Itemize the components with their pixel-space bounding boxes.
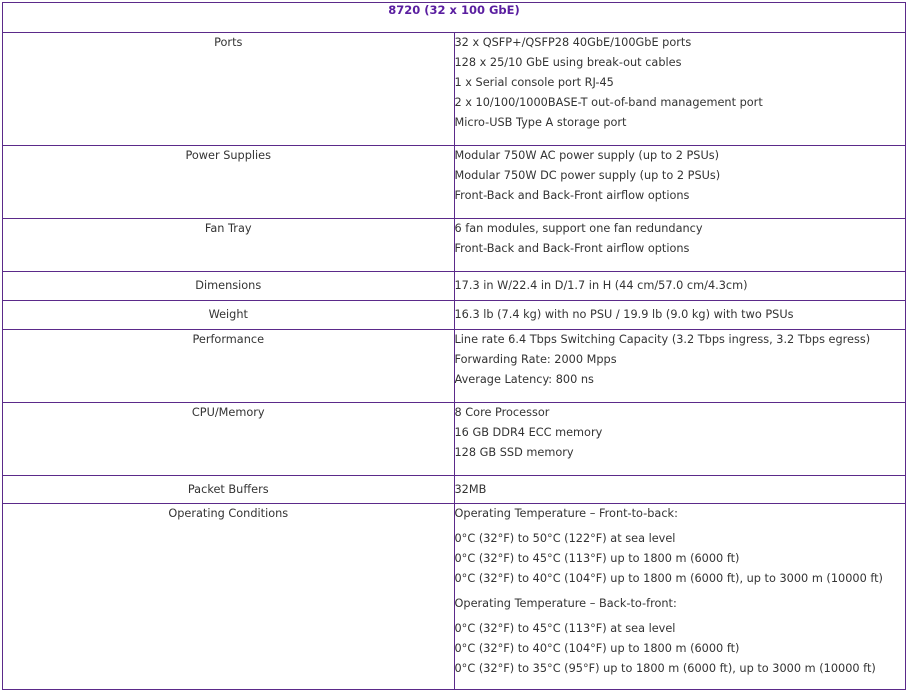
row-label-dimensions [3,272,455,301]
value-line: Micro-USB Type A storage port [454,116,627,129]
row-label-ports [3,33,455,146]
value-line: 0°C (32°F) to 40°C (104°F) up to 1800 m (6000 ft), up to 3000 m (10000 ft) [454,572,883,585]
value-line: 128 GB SSD memory [454,446,574,459]
value-line: 16.3 lb (7.4 kg) with no PSU / 19.9 lb (9.0 kg) with two PSUs [454,308,794,321]
row-label-fan-tray [3,219,455,272]
table-row [3,272,906,301]
value-line: 32MB [454,482,487,496]
row-label-text: Weight [208,308,248,321]
spec-table [2,2,906,690]
value-line: 16 GB DDR4 ECC memory [454,426,603,439]
table-row [3,146,906,219]
table-row [3,330,906,403]
table-row [3,33,906,146]
row-label-text: Fan Tray [204,222,252,235]
value-line: 0°C (32°F) to 45°C (113°F) up to 1800 m (6000 ft) [454,552,740,565]
row-label-text: Packet Buffers [187,482,269,496]
value-line: Line rate 6.4 Tbps Switching Capacity (3.2 Tbps ingress, 3.2 Tbps egress) [454,333,871,346]
row-label-packet-buffers [3,476,455,504]
value-line: 1 x Serial console port RJ-45 [454,76,614,89]
value-line: 0°C (32°F) to 45°C (113°F) at sea level [454,622,676,635]
value-line: 128 x 25/10 GbE using break-out cables [454,56,682,69]
row-label-weight [3,301,455,330]
row-value-performance [454,330,906,403]
row-label-text: Operating Conditions [168,507,289,520]
table-title: 8720 (32 x 100 GbE) [3,3,906,33]
value-line: 2 x 10/100/1000BASE-T out-of-band management port [454,96,763,109]
value-line: 0°C (32°F) to 50°C (122°F) at sea level [454,532,676,545]
row-label-text: Dimensions [195,279,262,292]
row-value-ports [454,33,906,146]
row-value-packet-buffers [454,476,906,504]
value-line: Average Latency: 800 ns [454,373,594,386]
table-row [3,504,906,690]
row-value-fan-tray [454,219,906,272]
row-label-text: Performance [192,333,265,346]
table-row [3,403,906,476]
table-row [3,301,906,330]
value-line: 6 fan modules, support one fan redundancy [454,222,703,235]
value-line: 8 Core Processor [454,406,550,419]
row-label-power-supplies [3,146,455,219]
value-line: Forwarding Rate: 2000 Mpps [454,353,617,366]
value-line: Front-Back and Back-Front airflow options [454,242,690,255]
table-row [3,476,906,504]
row-value-power-supplies [454,146,906,219]
table-row [3,219,906,272]
row-label-cpu-memory [3,403,455,476]
value-line: 32 x QSFP+/QSFP28 40GbE/100GbE ports [454,36,692,49]
spec-table-container [2,2,906,690]
front-to-back-heading: Operating Temperature – Front-to-back: [454,507,678,520]
row-label-text: Ports [214,36,243,49]
row-value-weight [454,301,906,330]
value-line: 0°C (32°F) to 35°C (95°F) up to 1800 m (6000 ft), up to 3000 m (10000 ft) [454,662,876,675]
value-line: 17.3 in W/22.4 in D/1.7 in H (44 cm/57.0 cm/4.3cm) [454,279,748,292]
table-title-row [3,3,906,33]
back-to-front-heading: Operating Temperature – Back-to-front: [454,597,677,610]
row-label-text: Power Supplies [185,149,272,162]
row-label-text: CPU/Memory [191,406,265,419]
row-label-operating-conditions [3,504,455,690]
value-line: Modular 750W AC power supply (up to 2 PSUs) [454,149,720,162]
value-line: Front-Back and Back-Front airflow options [454,189,690,202]
value-line: Modular 750W DC power supply (up to 2 PSUs) [454,169,721,182]
row-value-dimensions [454,272,906,301]
row-value-cpu-memory [454,403,906,476]
value-line: 0°C (32°F) to 40°C (104°F) up to 1800 m (6000 ft) [454,642,740,655]
row-value-operating-conditions [454,504,906,690]
row-label-performance [3,330,455,403]
